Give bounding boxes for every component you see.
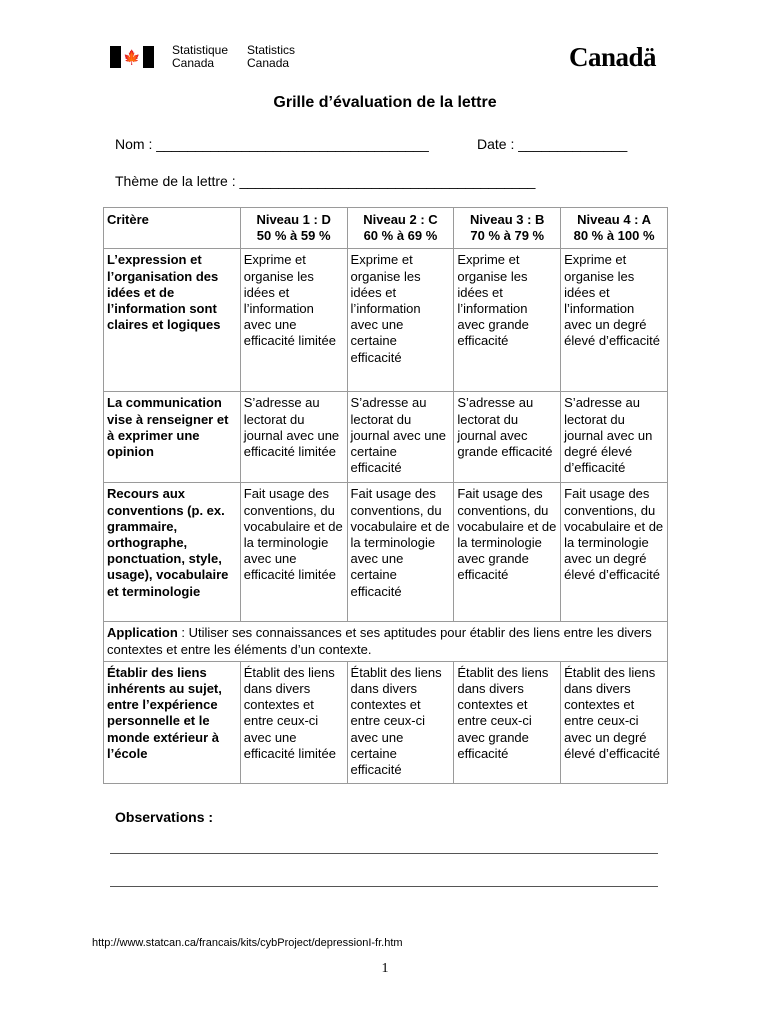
observations-line: [110, 886, 658, 887]
table-header-row: [104, 208, 668, 249]
level-cell: Établit des liens dans divers contextes et entre ceux-ci avec un degré élevé d’efficacité: [561, 661, 668, 783]
level-cell: S’adresse au lectorat du journal avec une efficacité limitée: [240, 392, 347, 483]
source-url: http://www.statcan.ca/francais/kits/cybProject/depressionI-fr.htm: [92, 937, 403, 949]
maple-leaf-icon: 🍁: [123, 49, 141, 65]
observations-label: Observations :: [115, 809, 214, 825]
level-cell: Exprime et organise les idées et l’information avec un degré élevé d’efficacité: [561, 249, 668, 392]
level-cell: Exprime et organise les idées et l’information avec une efficacité limitée: [240, 249, 347, 392]
org-name-fr: Statistique Canada: [172, 43, 229, 70]
level-cell: Fait usage des conventions, du vocabulaire et de la terminologie avec grande efficacité: [454, 483, 561, 622]
table-row: [104, 249, 668, 392]
rubric-table: [103, 207, 668, 784]
application-label: Application: [107, 625, 178, 641]
header-criterion: Critère: [104, 208, 241, 249]
header-level-4: Niveau 4 : A 80 % à 100 %: [561, 208, 668, 249]
org-name-en: Statistics Canada: [247, 43, 296, 70]
page-header: [110, 44, 658, 74]
criterion-cell: Recours aux conventions (p. ex. grammaire, orthographe, ponctuation, style, usage), vocabulaire et terminologie: [104, 483, 241, 622]
level-cell: Établit des liens dans divers contextes et entre ceux-ci avec grande efficacité: [454, 661, 561, 783]
criterion-cell: Établir des liens inhérents au sujet, entre l’expérience personnelle et le monde extérieur à l’école: [104, 661, 241, 783]
observations-line: [110, 853, 658, 854]
level-cell: Établit des liens dans divers contextes et entre ceux-ci avec une certaine efficacité: [347, 661, 454, 783]
table-row: [104, 661, 668, 783]
canada-flag-icon: [110, 46, 154, 68]
table-row: [104, 392, 668, 483]
theme-field: Thème de la lettre : ______________________________________: [115, 173, 536, 189]
table-row: [104, 483, 668, 622]
level-cell: Exprime et organise les idées et l’information avec grande efficacité: [454, 249, 561, 392]
header-level-1: Niveau 1 : D 50 % à 59 %: [240, 208, 347, 249]
level-cell: Fait usage des conventions, du vocabulaire et de la terminologie avec un degré élevé d’efficacité: [561, 483, 668, 622]
application-row: [104, 622, 668, 661]
header-level-2: Niveau 2 : C 60 % à 69 %: [347, 208, 454, 249]
header-level-3: Niveau 3 : B 70 % à 79 %: [454, 208, 561, 249]
page-number: 1: [381, 961, 389, 976]
level-cell: Fait usage des conventions, du vocabulaire et de la terminologie avec une certaine efficacité: [347, 483, 454, 622]
application-text: : Utiliser ses connaissances et ses aptitudes pour établir des liens entre les divers contextes et entre les éléments d’un contexte.: [107, 625, 652, 657]
level-cell: S’adresse au lectorat du journal avec un degré élevé d’efficacité: [561, 392, 668, 483]
date-field: Date : ______________: [477, 136, 628, 152]
level-cell: Fait usage des conventions, du vocabulaire et de la terminologie avec une efficacité limitée: [240, 483, 347, 622]
canada-wordmark: Canadä: [568, 42, 656, 72]
application-cell: [104, 622, 668, 661]
level-cell: Exprime et organise les idées et l’information avec une certaine efficacité: [347, 249, 454, 392]
page-title: Grille d’évaluation de la lettre: [273, 94, 497, 111]
criterion-cell: La communication vise à renseigner et à exprimer une opinion: [104, 392, 241, 483]
level-cell: S’adresse au lectorat du journal avec grande efficacité: [454, 392, 561, 483]
criterion-cell: L’expression et l’organisation des idées et de l’information sont claires et logiques: [104, 249, 241, 392]
level-cell: S’adresse au lectorat du journal avec une certaine efficacité: [347, 392, 454, 483]
level-cell: Établit des liens dans divers contextes et entre ceux-ci avec une efficacité limitée: [240, 661, 347, 783]
name-field: Nom : ___________________________________: [115, 136, 429, 152]
